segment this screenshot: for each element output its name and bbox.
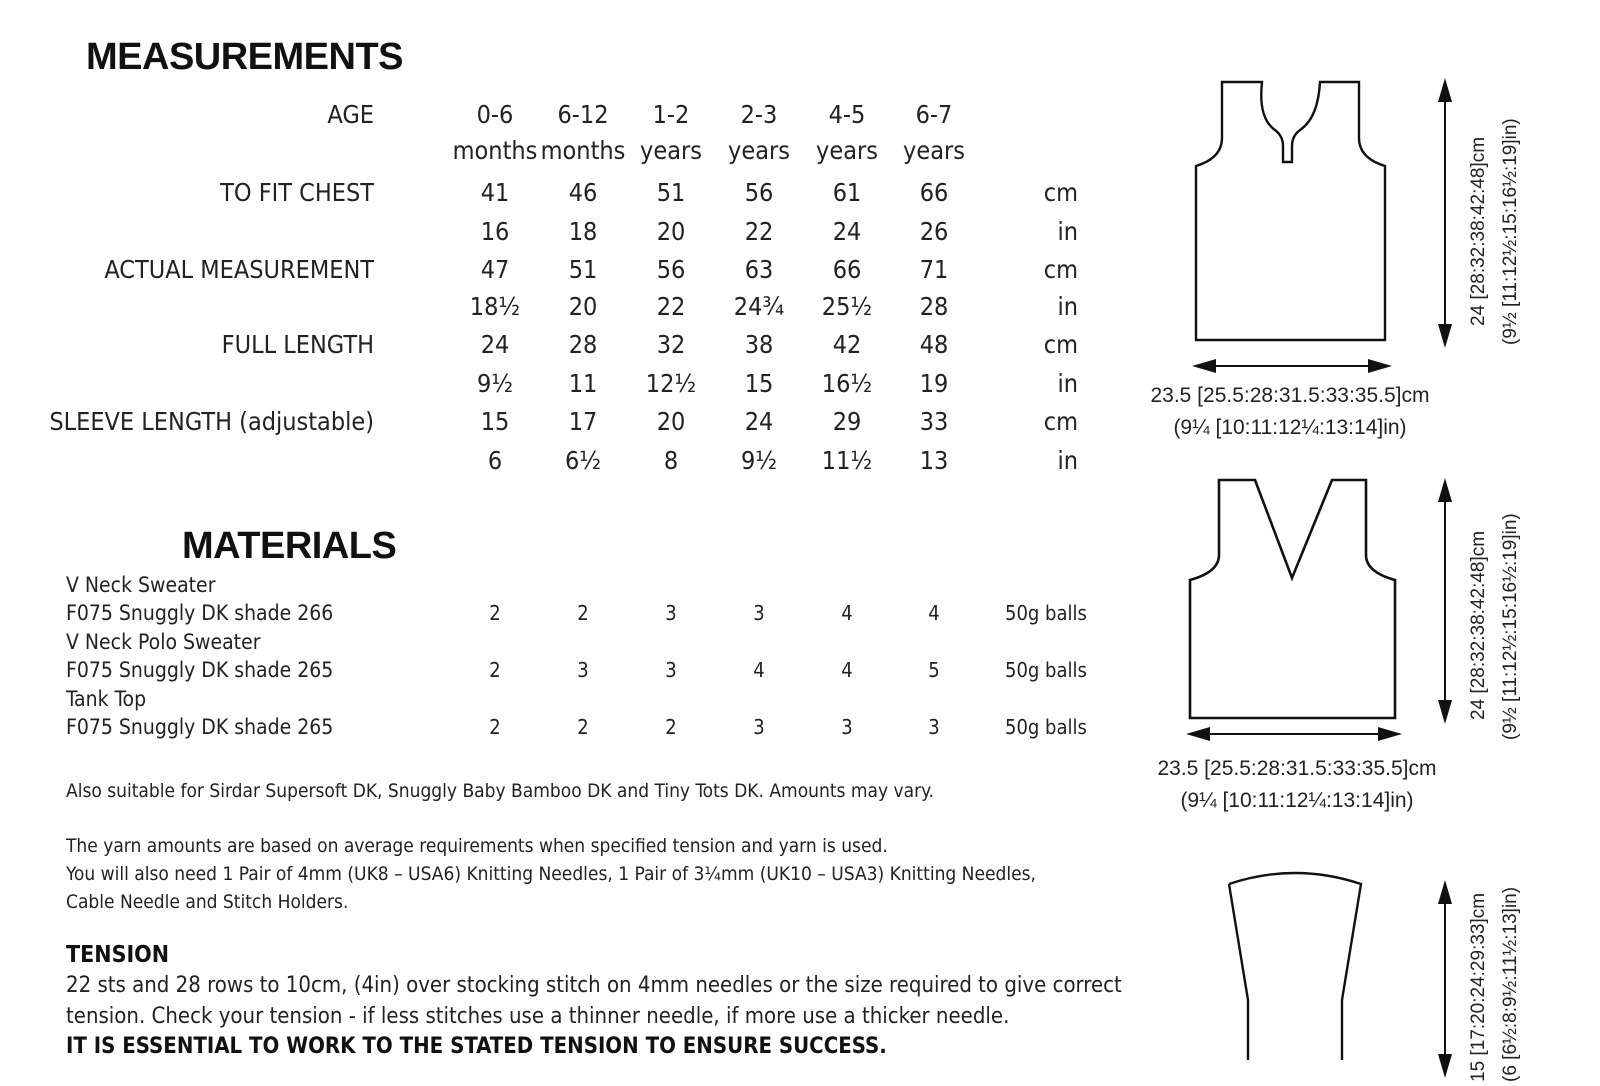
- tension-emphasis: IT IS ESSENTIAL TO WORK TO THE STATED TENSION TO ENSURE SUCCESS.: [66, 1034, 887, 1059]
- material-quantity: 3: [753, 715, 765, 739]
- measurement-unit: in: [1057, 217, 1078, 246]
- yarn-note: The yarn amounts are based on average requirements when specified tension and yarn is used.: [66, 835, 888, 857]
- polo-length-in: (9½ [11:12½:15:16½:19]in): [1500, 118, 1521, 345]
- measurement-unit: in: [1057, 446, 1078, 475]
- size-header-top: 2-3: [740, 100, 778, 129]
- material-quantity: 4: [841, 658, 853, 682]
- measurement-value: 46: [568, 178, 598, 207]
- measurement-value: 29: [832, 407, 862, 436]
- measurement-value: 11: [568, 369, 598, 398]
- material-unit: 50g balls: [1005, 601, 1087, 625]
- measurement-row-label: SLEEVE LENGTH (adjustable): [49, 407, 374, 436]
- material-quantity: 2: [577, 715, 589, 739]
- measurement-value: 66: [832, 255, 862, 284]
- measurement-value: 42: [832, 330, 862, 359]
- size-header-bottom: months: [540, 136, 626, 165]
- material-quantity: 2: [665, 715, 677, 739]
- size-header-top: 6-7: [915, 100, 953, 129]
- material-yarn-name: F075 Snuggly DK shade 265: [66, 658, 334, 682]
- material-quantity: 3: [841, 715, 853, 739]
- material-quantity: 2: [577, 601, 589, 625]
- measurement-value: 24: [744, 407, 774, 436]
- size-header-top: 6-12: [557, 100, 609, 129]
- tension-heading: TENSION: [66, 942, 170, 968]
- material-quantity: 4: [753, 658, 765, 682]
- measurement-value: 20: [656, 217, 686, 246]
- measurement-value: 24: [480, 330, 510, 359]
- polo-length-cm: 24 [28:32:38:42:48]cm: [1468, 136, 1489, 326]
- measurement-value: 51: [568, 255, 598, 284]
- measurement-value: 66: [919, 178, 949, 207]
- sleeve-shape: [1229, 873, 1361, 1060]
- vneck-length-cm: 24 [28:32:38:42:48]cm: [1468, 530, 1489, 720]
- material-quantity: 3: [753, 601, 765, 625]
- measurement-value: 9½: [476, 369, 514, 398]
- vneck-length-in: (9½ [11:12½:15:16½:19]in): [1500, 513, 1521, 740]
- material-quantity: 3: [928, 715, 940, 739]
- size-header-bottom: years: [728, 136, 790, 165]
- measurement-value: 6: [487, 446, 503, 475]
- sleeve-length-arrow: [1438, 880, 1452, 1078]
- measurement-row-label: ACTUAL MEASUREMENT: [104, 255, 374, 284]
- measurement-unit: cm: [1043, 330, 1078, 359]
- measurement-value: 61: [832, 178, 862, 207]
- measurement-value: 15: [744, 369, 774, 398]
- measurement-value: 8: [663, 446, 679, 475]
- material-unit: 50g balls: [1005, 658, 1087, 682]
- needles-note-line1: You will also need 1 Pair of 4mm (UK8 – USA6) Knitting Needles, 1 Pair of 3¼mm (UK10 – USA3) Knitting Needles,: [66, 863, 1036, 885]
- measurement-unit: in: [1057, 369, 1078, 398]
- measurement-value: 13: [919, 446, 949, 475]
- measurement-value: 18½: [469, 292, 521, 321]
- sleeve-length-in: (6 [6½:8:9½:11½:13]in): [1500, 886, 1521, 1082]
- measurement-row-label: FULL LENGTH: [221, 330, 374, 359]
- measurement-value: 56: [656, 255, 686, 284]
- material-quantity: 3: [665, 601, 677, 625]
- material-quantity: 4: [841, 601, 853, 625]
- size-header-top: 0-6: [476, 100, 514, 129]
- material-unit: 50g balls: [1005, 715, 1087, 739]
- measurement-unit: cm: [1043, 255, 1078, 284]
- measurement-value: 33: [919, 407, 949, 436]
- measurement-unit: in: [1057, 292, 1078, 321]
- measurement-value: 71: [919, 255, 949, 284]
- measurement-value: 47: [480, 255, 510, 284]
- measurement-value: 56: [744, 178, 774, 207]
- measurement-row-label: TO FIT CHEST: [220, 178, 374, 207]
- size-header-bottom: years: [816, 136, 878, 165]
- measurement-value: 16½: [821, 369, 873, 398]
- size-header-top: 1-2: [652, 100, 690, 129]
- material-quantity: 3: [665, 658, 677, 682]
- material-quantity: 3: [577, 658, 589, 682]
- material-yarn-name: F075 Snuggly DK shade 266: [66, 601, 334, 625]
- measurement-value: 24¾: [733, 292, 785, 321]
- measurement-value: 9½: [740, 446, 778, 475]
- material-yarn-name: F075 Snuggly DK shade 265: [66, 715, 334, 739]
- tension-line2: tension. Check your tension - if less stitches use a thinner needle, if more use a thicker needle.: [66, 1004, 1010, 1029]
- measurement-value: 28: [919, 292, 949, 321]
- material-quantity: 5: [928, 658, 940, 682]
- measurement-value: 24: [832, 217, 862, 246]
- measurements-heading: MEASUREMENTS: [86, 36, 404, 78]
- material-quantity: 2: [489, 715, 501, 739]
- measurement-value: 15: [480, 407, 510, 436]
- measurement-value: 41: [480, 178, 510, 207]
- needles-note-line2: Cable Needle and Stitch Holders.: [66, 891, 349, 913]
- material-garment-name: V Neck Polo Sweater: [66, 630, 261, 654]
- material-garment-name: V Neck Sweater: [66, 573, 216, 597]
- measurement-value: 28: [568, 330, 598, 359]
- measurement-value: 38: [744, 330, 774, 359]
- measurement-value: 19: [919, 369, 949, 398]
- material-quantity: 2: [489, 658, 501, 682]
- measurement-unit: cm: [1043, 178, 1078, 207]
- material-quantity: 4: [928, 601, 940, 625]
- size-header-bottom: years: [640, 136, 702, 165]
- vneck-width-cm: 23.5 [25.5:28:31.5:33:35.5]cm: [1157, 757, 1437, 780]
- measurement-value: 22: [656, 292, 686, 321]
- measurement-value: 20: [656, 407, 686, 436]
- measurement-value: 48: [919, 330, 949, 359]
- measurement-value: 12½: [645, 369, 697, 398]
- polo-width-in: (9¼ [10:11:12¼:13:14]in): [1173, 416, 1407, 439]
- suitable-note: Also suitable for Sirdar Supersoft DK, Snuggly Baby Bamboo DK and Tiny Tots DK. Amounts may vary.: [66, 780, 934, 802]
- size-header-bottom: years: [903, 136, 965, 165]
- vneck-width-in: (9¼ [10:11:12¼:13:14]in): [1180, 789, 1414, 812]
- measurement-value: 20: [568, 292, 598, 321]
- measurement-value: 51: [656, 178, 686, 207]
- sleeve-length-cm: 15 [17:20:24:29:33]cm: [1468, 892, 1489, 1082]
- measurement-value: 63: [744, 255, 774, 284]
- material-garment-name: Tank Top: [66, 687, 147, 711]
- polo-width-cm: 23.5 [25.5:28:31.5:33:35.5]cm: [1150, 384, 1430, 407]
- measurement-value: 22: [744, 217, 774, 246]
- size-header-bottom: months: [452, 136, 538, 165]
- material-quantity: 2: [489, 601, 501, 625]
- measurement-unit: cm: [1043, 407, 1078, 436]
- size-header-top: 4-5: [828, 100, 866, 129]
- materials-heading: MATERIALS: [182, 525, 397, 567]
- measurement-value: 17: [568, 407, 598, 436]
- age-label: AGE: [327, 100, 374, 129]
- measurement-value: 32: [656, 330, 686, 359]
- measurement-value: 11½: [821, 446, 873, 475]
- tension-line1: 22 sts and 28 rows to 10cm, (4in) over stocking stitch on 4mm needles or the size required to give correct: [66, 973, 1122, 998]
- measurement-value: 16: [480, 217, 510, 246]
- measurement-value: 26: [919, 217, 949, 246]
- measurement-value: 18: [568, 217, 598, 246]
- measurement-value: 6½: [564, 446, 602, 475]
- measurement-value: 25½: [821, 292, 873, 321]
